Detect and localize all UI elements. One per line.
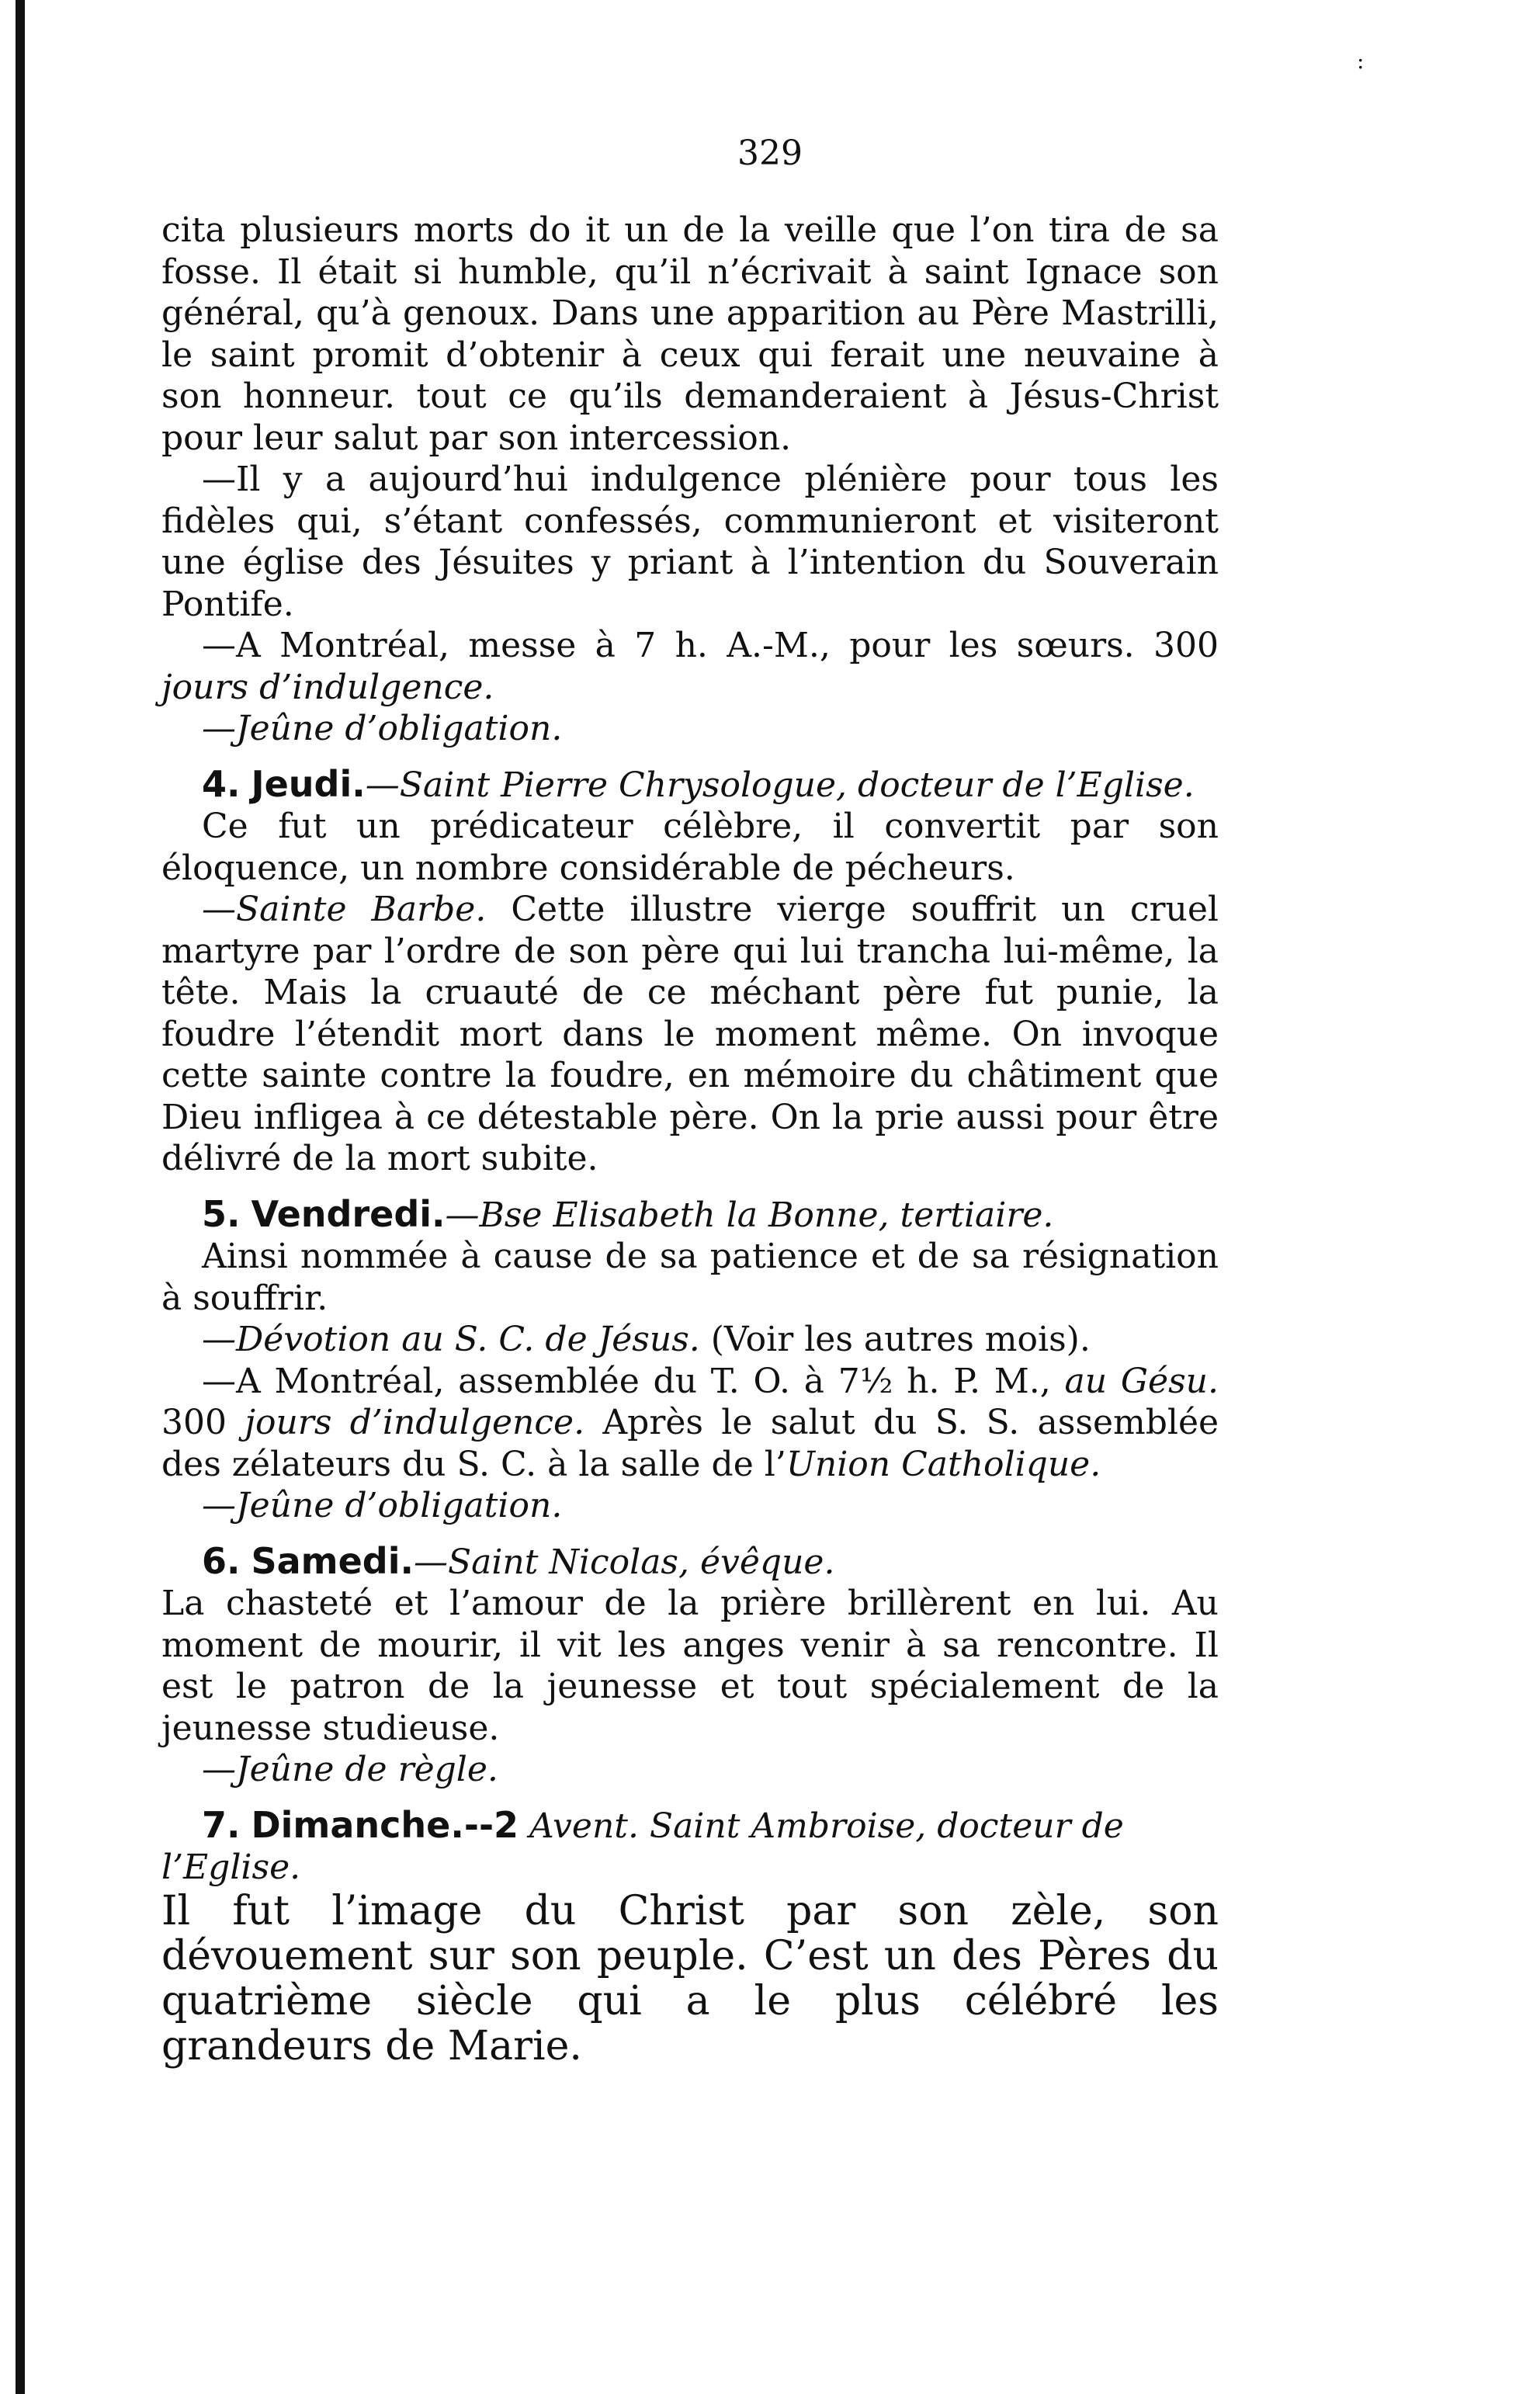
day-dash-7: --2 — [463, 1803, 519, 1846]
page-number: 329 — [737, 134, 803, 173]
day-saint-5: —Bse Elisabeth la Bonne, tertiaire. — [445, 1195, 1054, 1235]
paragraph-fast — [161, 708, 1219, 750]
day-saint-6: —Saint Nicolas, évêque. — [413, 1542, 835, 1582]
day-saint-4: —Saint Pierre Chrysologue, docteur de l’Eglise. — [365, 765, 1195, 805]
day-note-4 — [161, 889, 1219, 1180]
paragraph-indulgence: —Il y a aujourd’hui indulgence plénière pour tous les fidèles qui, s’étant confessés, communieront et visiteront une église des Jésuites y priant à l’intention du Souverain Pontife. — [161, 460, 1219, 624]
day-note-4-text: Cette illustre vierge souffrit un cruel martyre par l’ordre de son père qui lui trancha lui-même, la tête. Mais la cruauté de ce méchant père fut punie, la foudre l’étendit mort dans le moment même. On invoque cette sainte contre la foudre, en mémoire du châtiment que Dieu infligea à ce détestable père. On la prie aussi pour être délivré de la mort subite. — [161, 890, 1219, 1178]
day-assembly-5 — [161, 1361, 1219, 1486]
day-note-5-italic: —Dévotion au S. C. de Jésus. — [202, 1320, 700, 1359]
day-heading-5 — [161, 1194, 1219, 1237]
day-note-5 — [161, 1319, 1219, 1361]
day-fast-5-italic: —Jeûne d’obligation. — [202, 1486, 563, 1525]
day-note-6 — [161, 1749, 1219, 1791]
paragraph-continuation: cita plusieurs morts do it un de la veille que l’on tira de sa fosse. Il était si humble, qu’il n’écrivait à saint Ignace son général, qu’à genoux. Dans une apparition au Père Mastrilli, le saint promit d’obtenir à ceux qui ferait une neuvaine à son honneur. tout ce qu’ils demanderaient à Jésus-Christ pour leur salut par son intercession. — [161, 210, 1219, 458]
montreal-mass-italic: jours d’indulgence. — [161, 667, 494, 707]
montreal-mass-text: —A Montréal, messe à 7 h. A.-M., pour les sœurs. 300 — [202, 626, 1219, 665]
page-text — [161, 210, 1219, 2069]
day-name-5: Vendredi. — [251, 1192, 446, 1235]
day-name-4: Jeudi. — [251, 762, 366, 805]
fast-italic: —Jeûne d’obligation. — [202, 709, 563, 748]
day-fast-5 — [161, 1485, 1219, 1527]
day-number-6: 6. — [202, 1539, 241, 1582]
assembly-d: jours d’indulgence. — [245, 1403, 585, 1442]
day-body-4: Ce fut un prédicateur célèbre, il convertit par son éloquence, un nombre considérable de pécheurs. — [161, 807, 1219, 888]
paragraph-montreal-mass — [161, 625, 1219, 708]
day-body-6: La chasteté et l’amour de la prière brillèrent en lui. Au moment de mourir, il vit les anges venir à sa rencontre. Il est le patron de la jeunesse et tout spécialement de la jeunesse studieuse. — [161, 1584, 1219, 1748]
day-heading-7 — [161, 1805, 1219, 1889]
day-number-4: 4. — [202, 762, 241, 805]
day-name-7: Dimanche. — [251, 1803, 464, 1846]
assembly-f: Union Catholique. — [786, 1444, 1101, 1484]
day-note-5-text: (Voir les autres mois). — [699, 1320, 1091, 1359]
binding-edge — [16, 0, 25, 2394]
day-note-6-italic: —Jeûne de règle. — [202, 1750, 498, 1789]
assembly-b: au Gésu. — [1064, 1361, 1219, 1401]
day-number-5: 5. — [202, 1192, 241, 1235]
day-saint-7: Avent. Saint Ambroise, docteur de l’Eglise. — [161, 1806, 1124, 1887]
assembly-a: —A Montréal, assemblée du T. O. à 7½ h. P. M., — [202, 1361, 1065, 1401]
day-number-7: 7. — [202, 1803, 241, 1846]
margin-mark: : — [1357, 48, 1365, 74]
day-heading-6 — [161, 1541, 1219, 1584]
day-note-4-italic: —Sainte Barbe. — [202, 890, 487, 929]
day-body-7: Il fut l’image du Christ par son zèle, son dévouement sur son peuple. C’est un des Pères du quatrième siècle qui a le plus célébré les grandeurs de Marie. — [161, 1887, 1219, 2070]
day-name-6: Samedi. — [251, 1539, 414, 1582]
day-body-5: Ainsi nommée à cause de sa patience et de sa résignation à souffrir. — [161, 1237, 1219, 1318]
assembly-c: 300 — [161, 1403, 245, 1442]
day-heading-4 — [161, 764, 1219, 807]
assembly-e: Après le salut du S. S. assemblée des zélateurs du S. C. à la salle de l’ — [161, 1403, 1219, 1484]
